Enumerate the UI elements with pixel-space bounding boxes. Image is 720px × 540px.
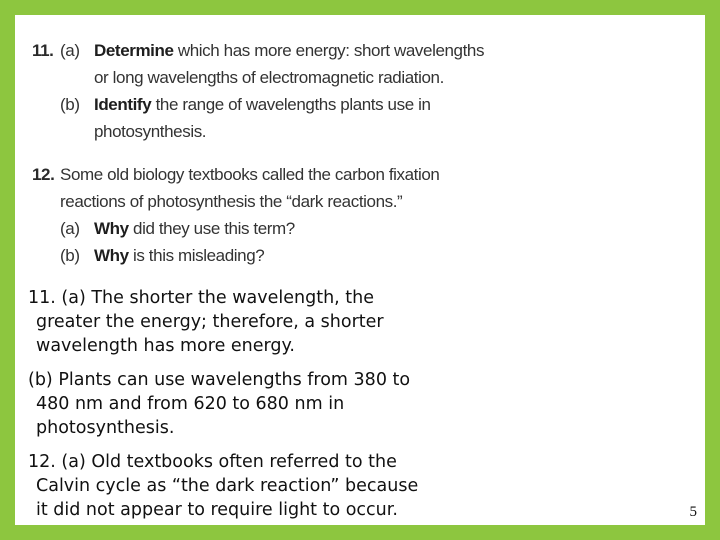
answer-line: 12. (a) Old textbooks often referred to the [28,452,397,472]
question-text: is this misleading? [128,246,265,265]
question-keyword: Why [94,246,129,265]
answer-12a [28,450,498,522]
question-text: did they use this term? [128,219,295,238]
part-label: (a) [60,219,80,238]
question-text: reactions of photosynthesis the “dark reactions.” [60,192,403,211]
question-text: the range of wavelengths plants use in [151,95,431,114]
answer-line: photosynthesis. [36,418,175,438]
question-text: or long wavelengths of electromagnetic radiation. [94,68,444,87]
question-text: photosynthesis. [94,122,207,141]
textbook-questions [32,37,502,269]
part-label: (a) [60,41,80,60]
question-12-stem [32,161,502,188]
question-12-stem-cont [32,188,502,215]
question-keyword: Identify [94,95,152,114]
question-11a-cont [32,64,502,91]
question-12a [32,215,502,242]
question-11b-cont [32,118,502,145]
answer-11b [28,368,498,440]
answer-line: 480 nm and from 620 to 680 nm in [36,394,345,414]
answer-line: greater the energy; therefore, a shorter [36,312,384,332]
question-number: 11. [32,41,54,60]
answer-line: wavelength has more energy. [36,336,295,356]
answer-line: 11. (a) The shorter the wavelength, the [28,288,375,308]
answer-line: Calvin cycle as “the dark reaction” because [36,476,419,496]
answer-line: (b) Plants can use wavelengths from 380 to [28,370,411,390]
question-keyword: Determine [94,41,174,60]
question-11a [32,37,502,64]
question-11b [32,91,502,118]
question-text: which has more energy: short wavelengths [173,41,485,60]
answer-line: it did not appear to require light to occur. [36,500,398,520]
answers-block [28,286,498,532]
part-label: (b) [60,95,80,114]
question-number: 12. [32,165,55,184]
question-text: Some old biology textbooks called the carbon fixation [60,165,440,184]
page-number: 5 [689,504,697,520]
slide [15,15,705,525]
part-label: (b) [60,246,80,265]
question-12b [32,242,502,269]
question-keyword: Why [94,219,129,238]
answer-11a [28,286,498,358]
